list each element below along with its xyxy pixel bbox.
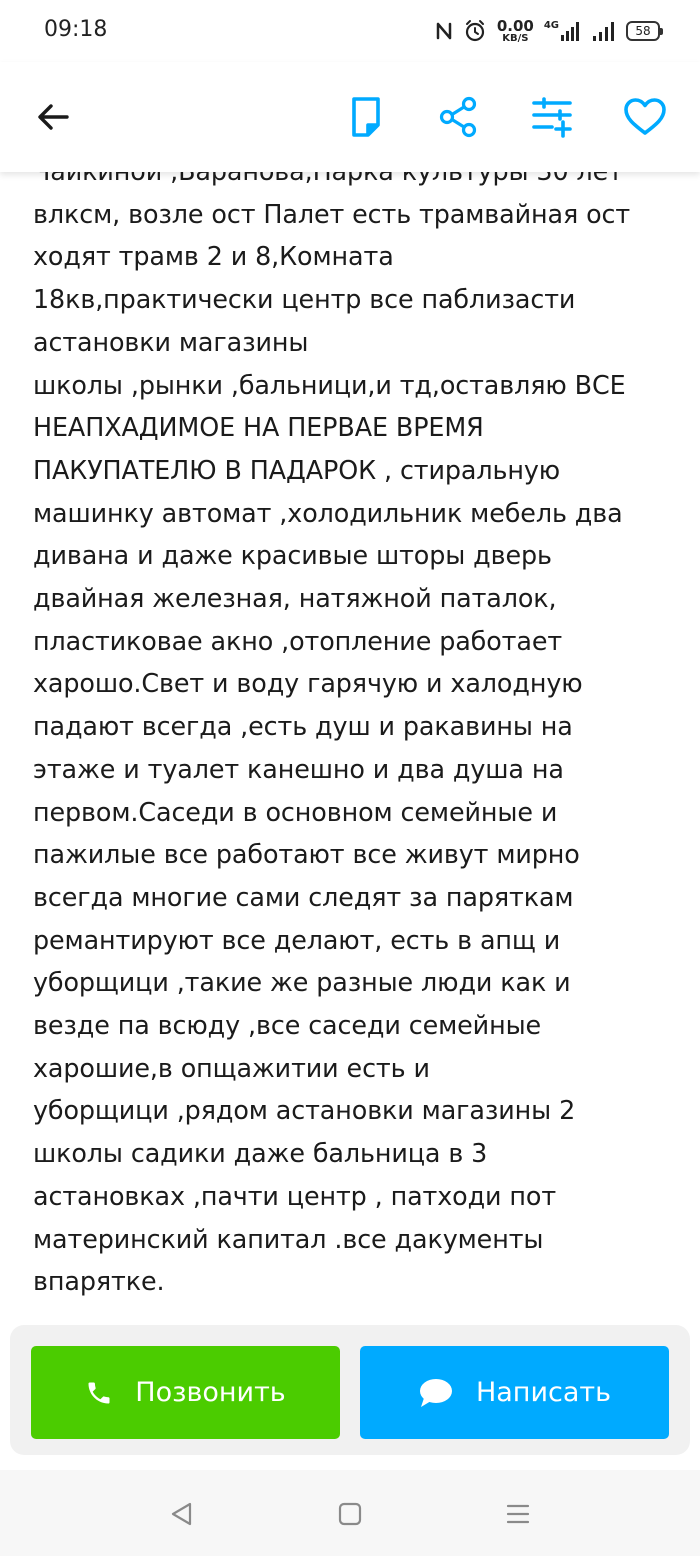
share-icon[interactable] [433, 92, 483, 142]
listing-description: влксм, возле ост Палет есть трамвайная ост ходят трамв 2 и 8,Комната 18кв,практически центр все паблизасти астановки магазины школы ,рынки ,бальници,и тд,оставляю ВСЕ НЕАПХАДИМОЕ НА ПЕРВАЕ ВРЕМЯ ПАКУПАТЕЛЮ В ПАДАРОК , стиральную машинку автомат ,холодильник мебель два дивана и даже красивые шторы дверь двайная железная, натяжной паталок, пластиковае акно ,отопление работает харошо.Свет и воду гарячую и халодную падают всегда ,есть душ и ракавины на этаже и туалет канешно и два душа на первом.Саседи в основном семейные и пажилые все работают все живут мирно всегда многие сами следят за паряткам ремантируют все делают, есть в апщ и уборщици ,такие же разные люди как и везде па всюду ,все саседи семейные харошие,в опщажитии есть и уборщици ,рядом астановки магазины 2 школы садики даже бальница в 3 астановках ,пачти центр , патходи пот материнский капитал .все дакументы впарятке. [33, 198, 631, 1297]
signal-icon [592, 20, 616, 42]
home-square-icon[interactable] [334, 1498, 366, 1530]
net-speed-value: 0.00 [496, 16, 534, 35]
back-arrow-icon[interactable] [28, 92, 78, 142]
chat-bubble-icon [418, 1377, 454, 1409]
network-type: 4G [543, 20, 559, 31]
write-message-button[interactable] [360, 1346, 669, 1439]
nfc-icon [435, 21, 453, 41]
listing-description-area[interactable] [33, 150, 673, 1310]
system-nav-bar [0, 1470, 700, 1556]
compare-list-icon[interactable] [527, 92, 577, 142]
status-bar [0, 0, 700, 62]
alarm-icon [463, 19, 487, 43]
write-button-label: Написать [475, 1377, 612, 1408]
status-time: 09:18 [44, 17, 108, 42]
battery-level: 58 [635, 24, 651, 38]
favorite-heart-icon[interactable] [620, 92, 670, 142]
call-button[interactable] [31, 1346, 340, 1439]
battery-icon [626, 21, 660, 41]
status-icons [435, 14, 660, 48]
signal-4g-icon [544, 20, 582, 42]
menu-lines-icon[interactable] [502, 1498, 534, 1530]
top-toolbar [0, 62, 700, 172]
back-triangle-icon[interactable] [166, 1498, 198, 1530]
call-button-label: Позвонить [135, 1377, 286, 1408]
contact-action-bar [10, 1325, 690, 1455]
note-icon[interactable] [341, 92, 391, 142]
net-speed-unit: KB/S [502, 32, 529, 44]
phone-icon [85, 1379, 113, 1407]
net-speed [496, 16, 534, 44]
